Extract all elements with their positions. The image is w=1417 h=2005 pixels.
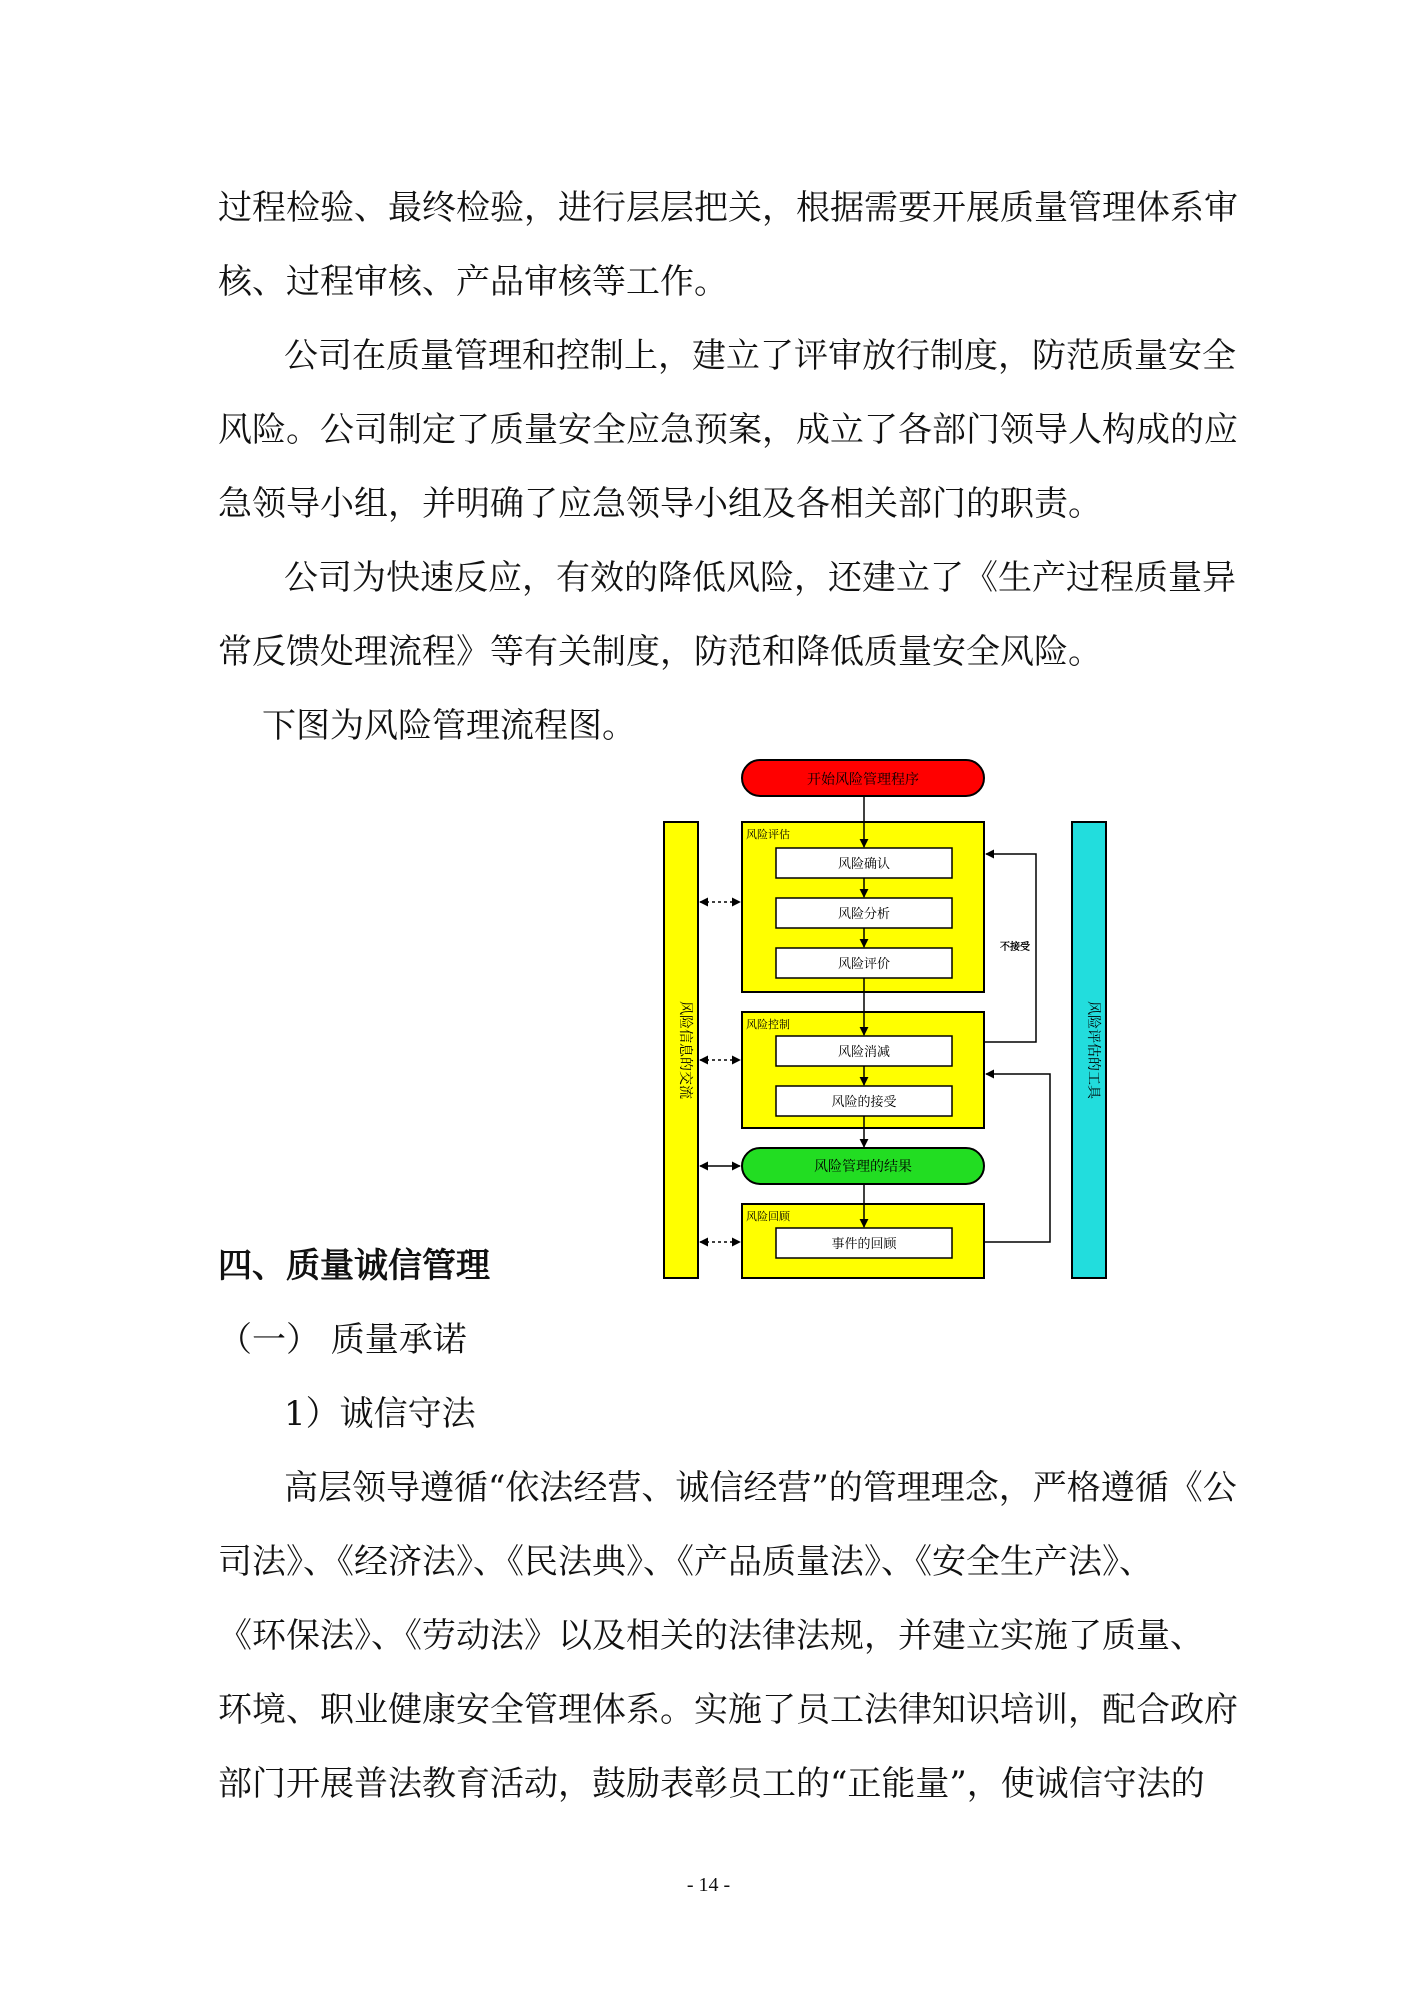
assessment-title: 风险评估 — [746, 828, 790, 841]
page-number: - 14 - — [686, 1874, 731, 1896]
communication-arrows — [700, 902, 740, 1242]
left-bar-label: 风险信息的交流 — [677, 1001, 693, 1099]
subheading: （一） 质量承诺 — [218, 1320, 467, 1360]
control-title: 风险控制 — [746, 1018, 790, 1031]
risk-management-flowchart — [660, 750, 1120, 1290]
start-label: 开始风险管理程序 — [807, 772, 919, 788]
pa-line-3: 《环保法》、《劳动法》以及相关的法律法规，并建立实施了质量、 — [218, 1616, 1204, 1656]
pa-line-1: 高层领导遵循“依法经营、诚信经营”的管理理念，严格遵循《公 — [284, 1468, 1237, 1508]
step-label-2: 风险分析 — [837, 907, 891, 922]
feedback-arrows — [984, 854, 1050, 1242]
right-bar-label: 风险评估的工具 — [1085, 1001, 1101, 1099]
step-label-6: 事件的回顾 — [831, 1237, 897, 1252]
pa-line-5: 部门开展普法教育活动，鼓励表彰员工的“正能量”，使诚信守法的 — [218, 1764, 1205, 1804]
item-heading: 1）诚信守法 — [284, 1394, 476, 1434]
section-heading: 四、质量诚信管理 — [218, 1246, 490, 1286]
step-label-1: 风险确认 — [837, 857, 891, 872]
p4-line-1: 下图为风险管理流程图。 — [262, 706, 636, 746]
p2-line-3: 急领导小组，并明确了应急领导小组及各相关部门的职责。 — [218, 484, 1102, 524]
p1-line-1: 过程检验、最终检验，进行层层把关，根据需要开展质量管理体系审 — [218, 188, 1238, 228]
step-label-3: 风险评价 — [837, 957, 891, 972]
pa-line-4: 环境、职业健康安全管理体系。实施了员工法律知识培训，配合政府 — [218, 1690, 1238, 1730]
step-label-4: 风险消减 — [837, 1045, 891, 1060]
reject-label: 不接受 — [1000, 942, 1030, 953]
p3-line-2: 常反馈处理流程》等有关制度，防范和降低质量安全风险。 — [218, 632, 1102, 672]
p2-line-1: 公司在质量管理和控制上，建立了评审放行制度，防范质量安全 — [284, 336, 1236, 376]
p3-line-1: 公司为快速反应，有效的降低风险，还建立了《生产过程质量异 — [284, 558, 1236, 598]
review-title: 风险回顾 — [746, 1210, 790, 1223]
p2-line-2: 风险。公司制定了质量安全应急预案，成立了各部门领导人构成的应 — [218, 410, 1238, 450]
pa-line-2: 司法》、《经济法》、《民法典》、《产品质量法》、《安全生产法》、 — [218, 1542, 1153, 1582]
p1-line-2: 核、过程审核、产品审核等工作。 — [218, 262, 728, 302]
result-label: 风险管理的结果 — [814, 1159, 912, 1175]
step-label-5: 风险的接受 — [831, 1095, 897, 1110]
